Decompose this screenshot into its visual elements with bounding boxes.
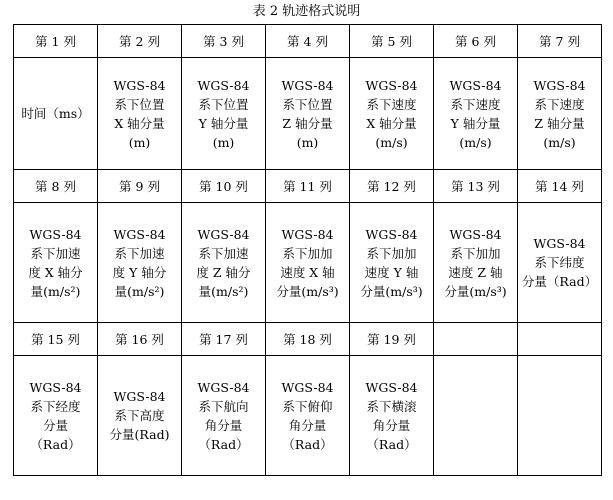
column-header-cell: 第 16 列: [98, 323, 182, 356]
description-line: (m/s): [459, 134, 492, 150]
description-cell: [182, 203, 266, 323]
column-header-cell: 第 8 列: [14, 170, 98, 203]
description-line: (m/s): [375, 134, 408, 150]
description-cell: [518, 356, 602, 476]
column-header-cell: 第 12 列: [350, 170, 434, 203]
description-line: WGS-84: [365, 379, 418, 395]
description-cell: [14, 203, 98, 323]
description-line: （Rad）: [198, 436, 249, 452]
column-header-cell: 第 1 列: [14, 25, 98, 58]
description-line: (m/s): [543, 134, 576, 150]
description-cell: [266, 203, 350, 323]
description-line: WGS-84: [365, 77, 418, 93]
column-header-cell: 第 10 列: [182, 170, 266, 203]
description-cell: [434, 356, 518, 476]
description-line: 量(m/s²): [198, 283, 249, 299]
column-header-cell: 第 9 列: [98, 170, 182, 203]
description-line: 时间（ms）: [21, 106, 90, 121]
description-line: 系下纬度: [534, 255, 585, 270]
column-header-cell: [434, 323, 518, 356]
description-line: (m): [128, 134, 151, 150]
description-line: WGS-84: [533, 236, 586, 251]
description-line: 系下加加: [450, 245, 501, 261]
description-cell: [350, 356, 434, 476]
description-line: 系下加速: [114, 245, 165, 261]
description-cell: [434, 203, 518, 323]
description-line: （Rad）: [366, 436, 417, 452]
description-line: 系下位置: [114, 96, 165, 112]
description-line: 量(m/s²): [114, 283, 165, 299]
description-cell: [350, 58, 434, 170]
description-line: (m): [296, 134, 319, 150]
description-line: WGS-84: [449, 226, 502, 242]
description-line: WGS-84: [197, 77, 250, 93]
description-line: WGS-84: [281, 379, 334, 395]
column-header-cell: 第 4 列: [266, 25, 350, 58]
description-line: WGS-84: [29, 379, 82, 395]
description-row: [14, 356, 602, 476]
description-line: 系下横滚: [366, 398, 417, 414]
description-line: Y 轴分量: [198, 115, 249, 131]
description-line: WGS-84: [113, 77, 166, 93]
column-header-cell: 第 13 列: [434, 170, 518, 203]
description-line: 系下速度: [366, 96, 417, 112]
description-cell: [266, 58, 350, 170]
description-line: 系下航向: [198, 398, 249, 414]
description-line: 速度 Y 轴: [364, 264, 419, 280]
column-header-cell: 第 19 列: [350, 323, 434, 356]
description-line: 系下速度: [534, 96, 585, 112]
description-line: WGS-84: [113, 226, 166, 242]
description-cell: [182, 58, 266, 170]
description-line: Y 轴分量: [450, 115, 501, 131]
description-line: 角分量: [288, 417, 327, 433]
description-line: 速度 X 轴: [280, 264, 335, 280]
column-header-cell: 第 3 列: [182, 25, 266, 58]
description-line: 分量(Rad): [109, 427, 170, 442]
description-line: 系下加速: [30, 245, 81, 261]
description-line: 系下加速: [198, 245, 249, 261]
description-cell: [518, 203, 602, 323]
description-cell: [350, 203, 434, 323]
description-cell: [98, 356, 182, 476]
description-cell: [182, 356, 266, 476]
trajectory-format-table: [13, 24, 602, 476]
description-line: 度 Y 轴分: [112, 264, 167, 280]
description-line: 分量: [42, 417, 68, 433]
description-line: 量(m/s²): [30, 283, 81, 299]
description-line: 度 X 轴分: [28, 264, 83, 280]
description-line: 系下加加: [282, 245, 333, 261]
description-row: [14, 58, 602, 170]
description-line: Z 轴分量: [282, 115, 333, 131]
table-body: [14, 25, 602, 476]
description-cell: [518, 58, 602, 170]
description-line: 速度 Z 轴: [448, 264, 503, 280]
column-header-cell: 第 14 列: [518, 170, 602, 203]
column-header-cell: [518, 323, 602, 356]
description-cell: [266, 356, 350, 476]
description-line: X 轴分量: [366, 115, 417, 131]
description-line: 分量(m/s³): [276, 283, 339, 299]
description-line: 角分量: [204, 417, 243, 433]
description-line: 系下速度: [450, 96, 501, 112]
header-row: [14, 323, 602, 356]
header-row: [14, 170, 602, 203]
description-line: 分量（Rad）: [521, 274, 598, 289]
column-header-cell: 第 2 列: [98, 25, 182, 58]
description-line: WGS-84: [449, 77, 502, 93]
description-line: WGS-84: [365, 226, 418, 242]
description-line: 系下俯仰: [282, 398, 333, 414]
description-line: 度 Z 轴分: [196, 264, 251, 280]
description-line: 分量(m/s³): [444, 283, 507, 299]
description-cell: [98, 58, 182, 170]
description-line: （Rad）: [282, 436, 333, 452]
column-header-cell: 第 18 列: [266, 323, 350, 356]
description-line: WGS-84: [29, 226, 82, 242]
description-line: （Rad）: [30, 436, 81, 452]
description-line: 系下位置: [282, 96, 333, 112]
description-line: 系下加加: [366, 245, 417, 261]
description-line: 系下高度: [114, 408, 165, 423]
description-line: Z 轴分量: [534, 115, 585, 131]
description-row: [14, 203, 602, 323]
column-header-cell: 第 6 列: [434, 25, 518, 58]
description-line: 分量(m/s³): [360, 283, 423, 299]
column-header-cell: 第 15 列: [14, 323, 98, 356]
description-cell: [14, 356, 98, 476]
column-header-cell: 第 5 列: [350, 25, 434, 58]
description-line: WGS-84: [281, 226, 334, 242]
column-header-cell: 第 17 列: [182, 323, 266, 356]
description-line: X 轴分量: [114, 115, 165, 131]
description-cell: [14, 58, 98, 170]
description-line: WGS-84: [281, 77, 334, 93]
description-line: WGS-84: [533, 77, 586, 93]
description-line: WGS-84: [197, 226, 250, 242]
description-line: WGS-84: [113, 389, 166, 404]
description-line: WGS-84: [197, 379, 250, 395]
description-cell: [98, 203, 182, 323]
column-header-cell: 第 7 列: [518, 25, 602, 58]
header-row: [14, 25, 602, 58]
description-cell: [434, 58, 518, 170]
description-line: (m): [212, 134, 235, 150]
column-header-cell: 第 11 列: [266, 170, 350, 203]
description-line: 角分量: [372, 417, 411, 433]
description-line: 系下位置: [198, 96, 249, 112]
description-line: 系下经度: [30, 398, 81, 414]
table-caption: 表 2 轨迹格式说明: [252, 4, 361, 19]
